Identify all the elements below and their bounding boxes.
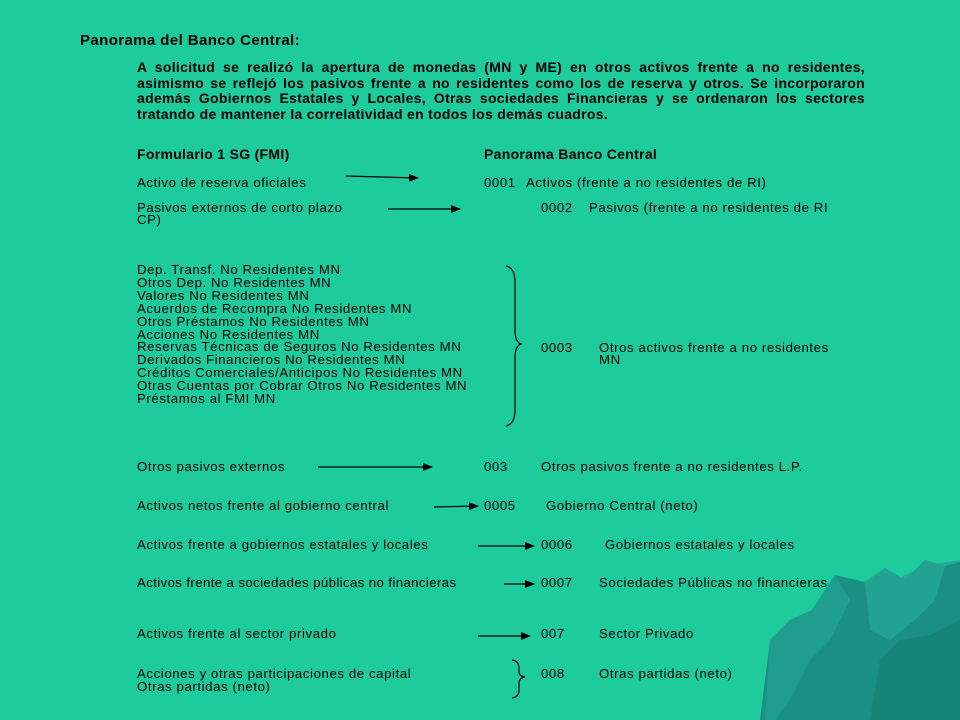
row9-left1: Acciones y otras participaciones de capital <box>137 666 412 681</box>
multi-list-item: Créditos Comerciales/Anticipos No Residentes MN <box>137 365 463 381</box>
row7-left: Activos frente a sociedades públicas no financieras <box>137 575 457 590</box>
row9-code: 008 <box>541 666 565 681</box>
row8-left: Activos frente al sector privado <box>137 626 337 641</box>
page-title: Panorama del Banco Central: <box>80 32 301 49</box>
row3-code: 0003 <box>541 340 573 355</box>
header-left: Formulario 1 SG (FMI) <box>137 146 290 162</box>
row4-code: 003 <box>484 459 508 474</box>
header-right: Panorama Banco Central <box>484 146 658 162</box>
multi-list-item: Acuerdos de Recompra No Residentes MN <box>137 300 413 316</box>
row7-desc: Sociedades Públicas no financieras <box>599 575 828 590</box>
multi-list-item: Acciones No Residentes MN <box>137 326 320 342</box>
row1-desc: Activos (frente a no residentes de RI) <box>526 175 767 190</box>
row9-left2: Otras partidas (neto) <box>137 679 271 694</box>
row5-desc: Gobierno Central (neto) <box>546 498 699 513</box>
row6-code: 0006 <box>541 537 573 552</box>
intro-paragraph: A solicitud se realizó la apertura de monedas (MN y ME) en otros activos frente a no residentes, asimismo se reflejó los pasivos frente a no residentes como los de reserva y otros. Se incorporaron además Gobiernos Estatales y Locales, Otras sociedades Financieras y se ordenaron los sectores tratando de mantener la correlatividad en todos los demás cuadros. <box>137 59 865 122</box>
row3-desc-cont: MN <box>599 352 621 367</box>
row7-code: 0007 <box>541 575 573 590</box>
row8-desc: Sector Privado <box>599 626 694 641</box>
row1-code: 0001 <box>484 175 516 190</box>
multi-item-list <box>137 264 467 406</box>
row4-desc: Otros pasivos frente a no residentes L.P. <box>541 459 803 474</box>
multi-list-item: Derivados Financieros No Residentes MN <box>137 352 406 368</box>
multi-list-item: Otras Cuentas por Cobrar Otros No Residentes MN <box>137 378 468 394</box>
arrow-row1 <box>346 176 418 178</box>
multi-list-item: Reservas Técnicas de Seguros No Residentes MN <box>137 339 462 355</box>
row8-code: 007 <box>541 626 565 641</box>
row2-left: Pasivos externos de corto plazo <box>137 200 343 215</box>
row2-code: 0002 <box>541 200 573 215</box>
row6-desc: Gobiernos estatales y locales <box>605 537 795 552</box>
brace-multi <box>506 266 521 426</box>
multi-list-item: Préstamos al FMI MN <box>137 391 276 407</box>
multi-list-item: Valores No Residentes MN <box>137 287 310 303</box>
row6-left: Activos frente a gobiernos estatales y locales <box>137 537 429 552</box>
row5-left: Activos netos frente al gobierno central <box>137 498 389 513</box>
multi-list-item: Otros Dep. No Residentes MN <box>137 274 332 290</box>
row3-desc: Otros activos frente a no residentes <box>599 340 829 355</box>
arrow-row5 <box>434 506 478 507</box>
row5-code: 0005 <box>484 498 516 513</box>
multi-list-item: Dep. Transf. No Residentes MN <box>137 262 341 277</box>
multi-list-item: Otros Préstamos No Residentes MN <box>137 313 370 329</box>
brace-last <box>512 660 525 698</box>
row1-left: Activo de reserva oficiales <box>137 175 307 190</box>
row2-desc: Pasivos (frente a no residentes de RI <box>589 200 829 215</box>
row2-left-cont: CP) <box>137 212 162 227</box>
row4-left: Otros pasivos externos <box>137 459 286 474</box>
row9-desc: Otras partidas (neto) <box>599 666 733 681</box>
